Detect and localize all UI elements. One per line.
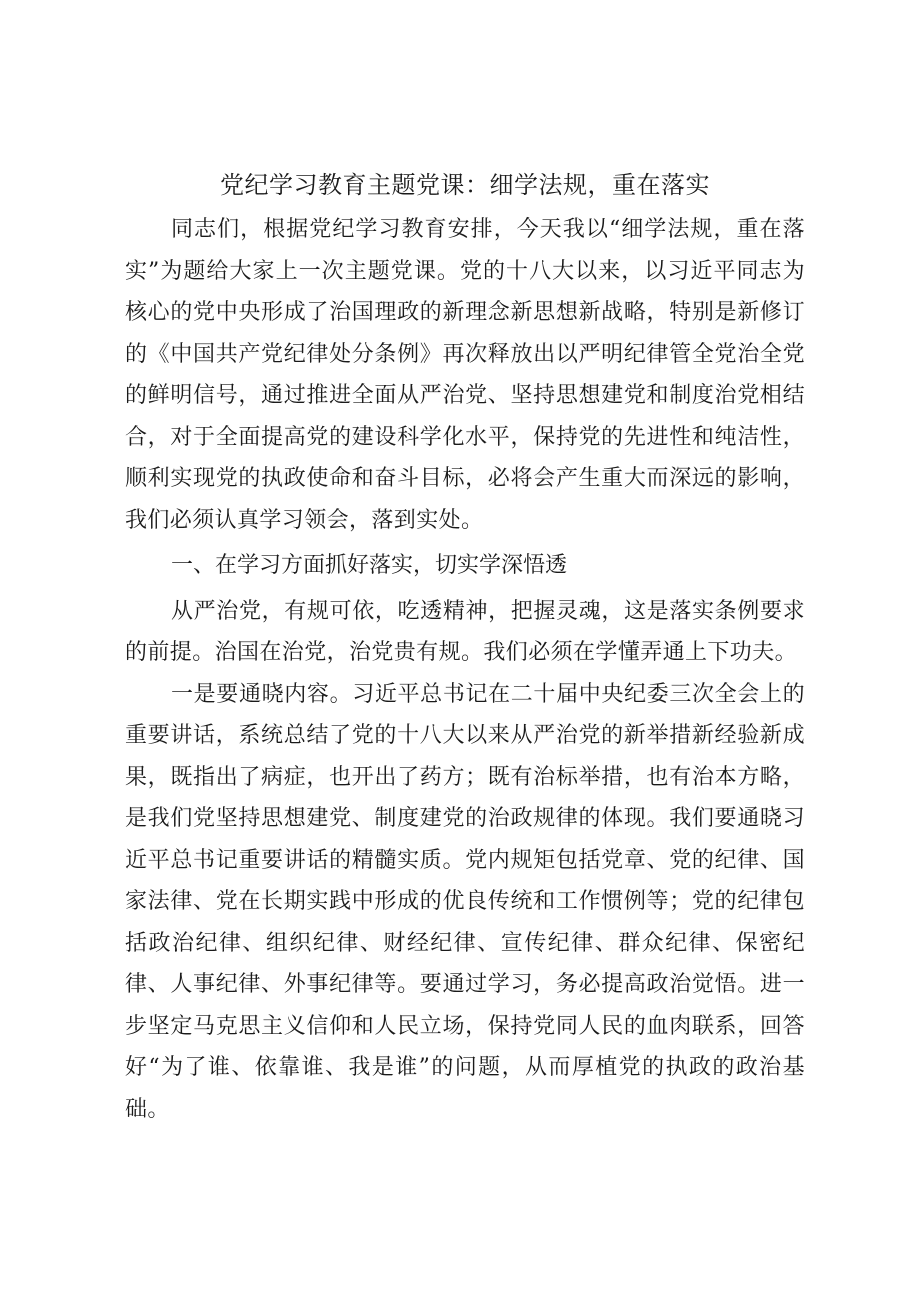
document-title: 党纪学习教育主题党课：细学法规，重在落实: [220, 171, 710, 199]
section1-paragraph-1: 从严治党，有规可依，吃透精神，把握灵魂，这是落实条例要求的前提。治国在治党，治党贵有规。我们必须在学懂弄通上下功夫。: [125, 598, 805, 665]
section1-paragraph-2: 一是要通晓内容。习近平总书记在二十届中央纪委三次全会上的重要讲话，系统总结了党的十八大以来从严治党的新举措新经验新成果，既指出了病症，也开出了药方；既有治标举措，也有治本方略，是我们党坚持思想建党、制度建党的治政规律的体现。我们要通晓习近平总书记重要讲话的精髓实质。党内规矩包括党章、党的纪律、国家法律、党在长期实践中形成的优良传统和工作惯例等；党的纪律包括政治纪律、组织纪律、财经纪律、宣传纪律、群众纪律、保密纪律、人事纪律、外事纪律等。要通过学习，务必提高政治觉悟。进一步坚定马克思主义信仰和人民立场，保持党同人民的血肉联系，回答好“为了谁、依靠谁、我是谁”的问题，从而厚植党的执政的政治基础。: [125, 681, 805, 1122]
intro-paragraph: 同志们，根据党纪学习教育安排，今天我以“细学法规，重在落实”为题给大家上一次主题党课。党的十八大以来，以习近平同志为核心的党中央形成了治国理政的新理念新思想新战略，特别是新修订的《中国共产党纪律处分条例》再次释放出以严明纪律管全党治全党的鲜明信号，通过推进全面从严治党、坚持思想建党和制度治党相结合，对于全面提高党的建设科学化水平，保持党的先进性和纯洁性，顺利实现党的执政使命和奋斗目标，必将会产生重大而深远的影响，我们必须认真学习领会，落到实处。: [125, 217, 805, 533]
document-body: [125, 165, 805, 1130]
section-heading-1: 一、在学习方面抓好落实，切实学深悟透: [171, 553, 568, 578]
